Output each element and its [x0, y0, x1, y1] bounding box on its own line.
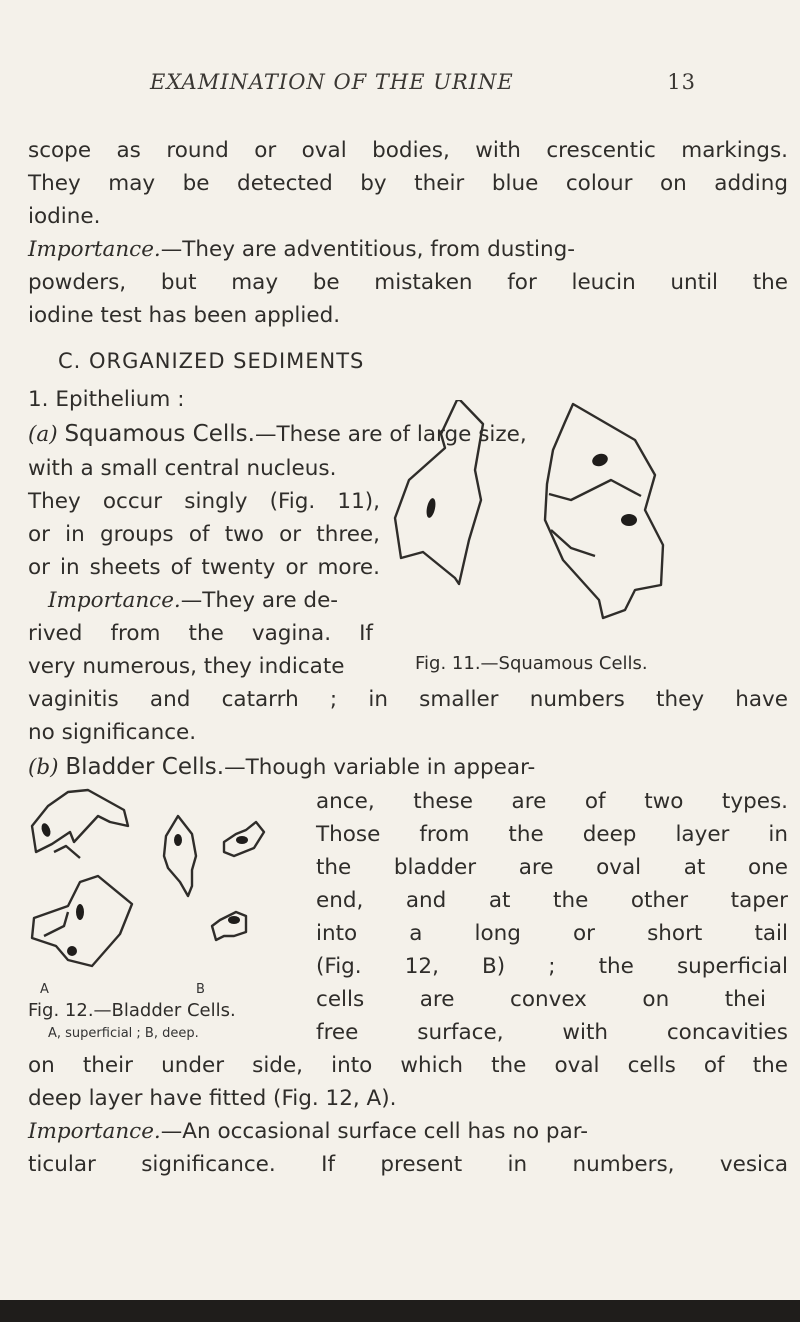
cell-boundary-line	[44, 912, 68, 936]
importance-text: —They are adventitious, from dusting-	[160, 237, 576, 262]
text-line: iodine test has been applied.	[28, 303, 341, 328]
importance-label: Importance.	[28, 1119, 161, 1144]
text-line: They occur singly (Fig. 11),	[28, 489, 380, 514]
deep-bladder-cell	[164, 816, 196, 896]
importance-paragraph	[48, 584, 378, 617]
cell-boundary-line	[549, 480, 641, 500]
text-line: They may be detected by their blue colour on adding	[28, 171, 788, 196]
page-bottom-edge	[0, 1300, 800, 1322]
importance-text: —They are de-	[180, 588, 339, 613]
text-line: Those from the deep layer in	[316, 822, 788, 847]
bladder-letter: (b)	[28, 755, 59, 780]
epithelium-number: 1.	[28, 387, 49, 412]
deep-bladder-cell	[212, 912, 246, 940]
cell-nucleus	[621, 514, 637, 526]
figure-12-label-b: B	[196, 982, 205, 997]
text-line: rived from the vagina. If	[28, 621, 373, 646]
text-line: end, and at the other taper	[316, 888, 788, 913]
running-header	[150, 70, 696, 94]
superficial-bladder-cell	[32, 790, 128, 852]
importance-paragraph	[28, 1115, 788, 1148]
text-line: iodine.	[28, 204, 101, 229]
text-line: vaginitis and catarrh ; in smaller numbers they have	[28, 687, 788, 712]
text-line: powders, but may be mistaken for leucin until the	[28, 270, 788, 295]
epithelium-title: Epithelium :	[55, 387, 185, 412]
cell-nucleus	[174, 834, 182, 846]
importance-label: Importance.	[48, 588, 181, 613]
bladder-title: Bladder Cells.	[65, 754, 225, 780]
text-line: on their under side, into which the oval cells of the	[28, 1053, 788, 1078]
figure-12-caption: Fig. 12.—Bladder Cells.	[28, 1000, 236, 1021]
squamous-text: —These are of large size,	[254, 422, 527, 447]
cell-boundary-line	[54, 846, 80, 858]
bladder-cells-drawing	[28, 786, 298, 981]
cell-nucleus	[76, 904, 84, 920]
text-line: free surface, with concavities	[316, 1020, 788, 1045]
bladder-heading-line	[28, 751, 788, 784]
text-line: ticular significance. If present in numbers, vesica	[28, 1152, 788, 1177]
figure-12-label-a: A	[40, 982, 49, 997]
text-line: no significance.	[28, 720, 197, 745]
text-line: scope as round or oval bodies, with crescentic markings.	[28, 138, 788, 163]
text-line: (Fig. 12, B) ; the superficial	[316, 954, 788, 979]
cell-nucleus	[228, 916, 240, 924]
cell-nucleus	[236, 836, 248, 844]
squamous-letter: (a)	[28, 422, 58, 447]
cell-nucleus	[40, 822, 52, 838]
figure-12-subcaption: A, superficial ; B, deep.	[48, 1026, 199, 1041]
text-line: ance, these are of two types.	[316, 789, 788, 814]
importance-label: Importance.	[28, 237, 161, 262]
importance-text: —An occasional surface cell has no par-	[160, 1119, 588, 1144]
squamous-cells-drawing	[385, 400, 675, 650]
text-line: cells are convex on thei	[316, 987, 766, 1012]
text-line: into a long or short tail	[316, 921, 788, 946]
squamous-cell-outline	[545, 404, 663, 618]
header-title: EXAMINATION OF THE URINE	[150, 70, 514, 94]
text-line: with a small central nucleus.	[28, 456, 337, 481]
text-line: or in groups of two or three,	[28, 522, 380, 547]
figure-11-squamous-cells	[385, 400, 675, 650]
section-heading: C. ORGANIZED SEDIMENTS	[58, 349, 365, 373]
cell-nucleus	[67, 946, 77, 956]
figure-12-bladder-cells	[28, 786, 298, 981]
figure-11-caption: Fig. 11.—Squamous Cells.	[415, 653, 648, 674]
bladder-text: —Though variable in appear-	[224, 755, 536, 780]
cell-boundary-line	[551, 530, 595, 556]
text-line: or in sheets of twenty or more.	[28, 555, 380, 580]
superficial-bladder-cell	[32, 876, 132, 966]
cell-nucleus	[590, 452, 609, 469]
squamous-title: Squamous Cells.	[64, 421, 255, 447]
text-line: the bladder are oval at one	[316, 855, 788, 880]
text-line: very numerous, they indicate	[28, 654, 345, 679]
importance-paragraph	[28, 233, 788, 266]
squamous-cell-outline	[395, 400, 483, 584]
cell-nucleus	[425, 497, 437, 518]
text-line: deep layer have fitted (Fig. 12, A).	[28, 1086, 397, 1111]
page-number: 13	[667, 70, 696, 94]
